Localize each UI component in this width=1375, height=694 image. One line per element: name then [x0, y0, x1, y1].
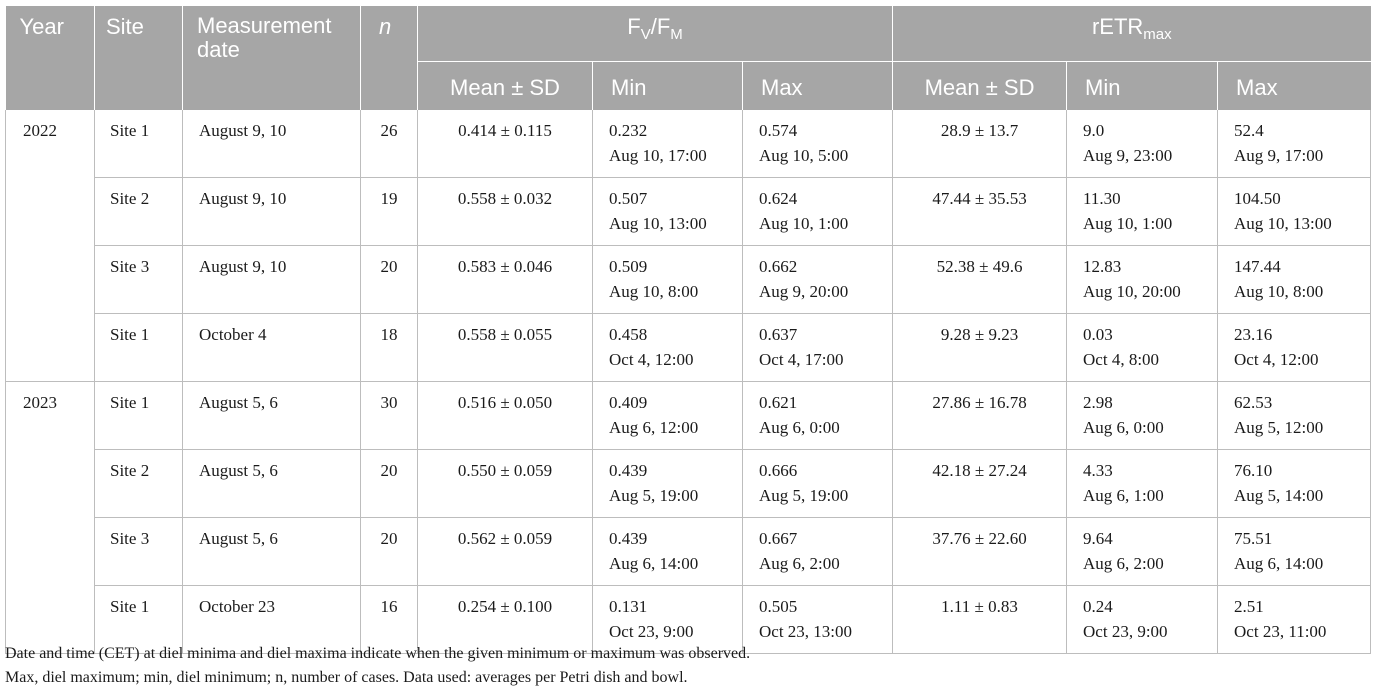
- table-row: [6, 586, 1371, 654]
- cell-site: Site 2: [95, 450, 183, 518]
- cell-n: 18: [361, 314, 418, 382]
- cell-retr-max: [1218, 382, 1371, 450]
- cell-retr-mean: 37.76 ± 22.60: [893, 518, 1067, 586]
- cell-retr-mean: 28.9 ± 13.7: [893, 110, 1067, 178]
- cell-fvfm-min: [593, 382, 743, 450]
- cell-fvfm-max-time: Aug 10, 5:00: [759, 146, 849, 165]
- cell-fvfm-min: [593, 314, 743, 382]
- cell-retr-min-time: Aug 10, 20:00: [1083, 282, 1181, 301]
- cell-retr-min: [1067, 246, 1218, 314]
- table-row: [6, 314, 1371, 382]
- cell-fvfm-max: [743, 518, 893, 586]
- cell-retr-min-value: 4.33: [1083, 461, 1113, 480]
- cell-fvfm-max: [743, 178, 893, 246]
- cell-retr-max-time: Aug 10, 13:00: [1234, 214, 1332, 233]
- cell-site: Site 3: [95, 246, 183, 314]
- cell-date: October 4: [183, 314, 361, 382]
- cell-retr-min-value: 11.30: [1083, 189, 1121, 208]
- cell-n: 20: [361, 246, 418, 314]
- cell-fvfm-min: [593, 246, 743, 314]
- cell-retr-min-time: Oct 4, 8:00: [1083, 350, 1160, 369]
- footnote-1: Date and time (CET) at diel minima and diel maxima indicate when the given minimum or maximum was observed.: [5, 645, 751, 662]
- cell-fvfm-min-time: Aug 10, 17:00: [609, 146, 707, 165]
- cell-date: August 9, 10: [183, 110, 361, 178]
- cell-retr-min-value: 2.98: [1083, 393, 1113, 412]
- cell-date: August 5, 6: [183, 382, 361, 450]
- cell-year: 2023: [6, 382, 95, 654]
- cell-retr-max-value: 62.53: [1234, 393, 1273, 412]
- cell-fvfm-min-value: 0.439: [609, 461, 648, 480]
- cell-fvfm-min-value: 0.409: [609, 393, 648, 412]
- cell-retr-min-time: Aug 6, 2:00: [1083, 554, 1164, 573]
- cell-fvfm-min-time: Aug 10, 13:00: [609, 214, 707, 233]
- cell-retr-max-time: Oct 4, 12:00: [1234, 350, 1319, 369]
- cell-fvfm-max-value: 0.621: [759, 393, 798, 412]
- cell-retr-min-value: 0.24: [1083, 597, 1113, 616]
- cell-fvfm-max: [743, 450, 893, 518]
- cell-fvfm-max-time: Aug 5, 19:00: [759, 486, 849, 505]
- cell-retr-mean: 42.18 ± 27.24: [893, 450, 1067, 518]
- cell-retr-max-value: 23.16: [1234, 325, 1273, 344]
- cell-fvfm-mean: 0.583 ± 0.046: [418, 246, 593, 314]
- cell-fvfm-min-value: 0.458: [609, 325, 648, 344]
- cell-retr-max-time: Aug 5, 14:00: [1234, 486, 1324, 505]
- cell-fvfm-min-value: 0.232: [609, 121, 648, 140]
- cell-fvfm-mean: 0.562 ± 0.059: [418, 518, 593, 586]
- cell-fvfm-max: [743, 586, 893, 654]
- cell-retr-max-time: Aug 6, 14:00: [1234, 554, 1324, 573]
- cell-retr-max: [1218, 314, 1371, 382]
- table-row: [6, 382, 1371, 450]
- cell-fvfm-min: [593, 450, 743, 518]
- cell-fvfm-min-time: Oct 4, 12:00: [609, 350, 694, 369]
- cell-retr-min: [1067, 110, 1218, 178]
- cell-fvfm-mean: 0.516 ± 0.050: [418, 382, 593, 450]
- cell-n: 20: [361, 518, 418, 586]
- header-retr-min: Min: [1067, 62, 1218, 111]
- header-retr-mean-sd: Mean ± SD: [893, 62, 1067, 111]
- cell-retr-min: [1067, 586, 1218, 654]
- table-row: [6, 178, 1371, 246]
- cell-fvfm-min-value: 0.131: [609, 597, 648, 616]
- cell-retr-max-time: Aug 10, 8:00: [1234, 282, 1324, 301]
- cell-date: August 9, 10: [183, 246, 361, 314]
- header-measurement-date: Measurement date: [183, 6, 361, 111]
- cell-retr-min-time: Aug 6, 1:00: [1083, 486, 1164, 505]
- cell-date: October 23: [183, 586, 361, 654]
- cell-retr-max: [1218, 110, 1371, 178]
- cell-fvfm-min-time: Aug 10, 8:00: [609, 282, 699, 301]
- header-retr-max: Max: [1218, 62, 1371, 111]
- cell-retr-min: [1067, 382, 1218, 450]
- cell-retr-min: [1067, 450, 1218, 518]
- cell-retr-min-value: 9.0: [1083, 121, 1105, 140]
- cell-fvfm-min-time: Oct 23, 9:00: [609, 622, 694, 641]
- cell-site: Site 1: [95, 586, 183, 654]
- cell-fvfm-min-time: Aug 5, 19:00: [609, 486, 699, 505]
- cell-fvfm-min-value: 0.507: [609, 189, 648, 208]
- cell-retr-max-time: Aug 9, 17:00: [1234, 146, 1324, 165]
- cell-retr-min-value: 0.03: [1083, 325, 1113, 344]
- cell-retr-min-value: 12.83: [1083, 257, 1122, 276]
- table-row: [6, 518, 1371, 586]
- cell-site: Site 2: [95, 178, 183, 246]
- cell-fvfm-min-value: 0.439: [609, 529, 648, 548]
- cell-fvfm-max-time: Aug 6, 2:00: [759, 554, 840, 573]
- cell-year: 2022: [6, 110, 95, 382]
- cell-fvfm-min: [593, 586, 743, 654]
- cell-date: August 5, 6: [183, 518, 361, 586]
- cell-fvfm-max: [743, 110, 893, 178]
- cell-retr-max-time: Aug 5, 12:00: [1234, 418, 1324, 437]
- cell-fvfm-min-time: Aug 6, 12:00: [609, 418, 699, 437]
- cell-retr-min: [1067, 518, 1218, 586]
- cell-retr-max: [1218, 178, 1371, 246]
- cell-retr-min-time: Aug 6, 0:00: [1083, 418, 1164, 437]
- header-fvfm-min: Min: [593, 62, 743, 111]
- cell-site: Site 1: [95, 382, 183, 450]
- table-row: [6, 110, 1371, 178]
- cell-retr-mean: 47.44 ± 35.53: [893, 178, 1067, 246]
- cell-retr-max: [1218, 518, 1371, 586]
- cell-site: Site 1: [95, 110, 183, 178]
- cell-retr-min: [1067, 314, 1218, 382]
- cell-fvfm-max: [743, 382, 893, 450]
- cell-fvfm-max-time: Aug 9, 20:00: [759, 282, 849, 301]
- cell-retr-mean: 9.28 ± 9.23: [893, 314, 1067, 382]
- cell-retr-min-time: Aug 10, 1:00: [1083, 214, 1173, 233]
- cell-date: August 5, 6: [183, 450, 361, 518]
- cell-n: 19: [361, 178, 418, 246]
- data-table: [5, 5, 1371, 654]
- cell-n: 20: [361, 450, 418, 518]
- cell-fvfm-min-value: 0.509: [609, 257, 648, 276]
- cell-fvfm-max: [743, 246, 893, 314]
- header-fvfm-max: Max: [743, 62, 893, 111]
- header-n: n: [361, 6, 418, 111]
- cell-retr-min: [1067, 178, 1218, 246]
- cell-date: August 9, 10: [183, 178, 361, 246]
- cell-fvfm-mean: 0.550 ± 0.059: [418, 450, 593, 518]
- cell-n: 16: [361, 586, 418, 654]
- cell-fvfm-mean: 0.414 ± 0.115: [418, 110, 593, 178]
- cell-fvfm-mean: 0.558 ± 0.032: [418, 178, 593, 246]
- cell-retr-max: [1218, 246, 1371, 314]
- cell-retr-max-time: Oct 23, 11:00: [1234, 622, 1327, 641]
- cell-fvfm-max-time: Aug 6, 0:00: [759, 418, 840, 437]
- cell-retr-max-value: 104.50: [1234, 189, 1281, 208]
- cell-retr-max-value: 76.10: [1234, 461, 1273, 480]
- cell-fvfm-max-value: 0.574: [759, 121, 798, 140]
- cell-fvfm-min-time: Aug 6, 14:00: [609, 554, 699, 573]
- header-retr-group: rETR$_{max}$: [893, 6, 1371, 62]
- cell-retr-max: [1218, 586, 1371, 654]
- cell-fvfm-max-value: 0.662: [759, 257, 798, 276]
- cell-n: 26: [361, 110, 418, 178]
- cell-fvfm-max-value: 0.666: [759, 461, 798, 480]
- cell-retr-mean: 1.11 ± 0.83: [893, 586, 1067, 654]
- cell-fvfm-max-value: 0.637: [759, 325, 798, 344]
- cell-n: 30: [361, 382, 418, 450]
- table-row: [6, 246, 1371, 314]
- cell-retr-max-value: 52.4: [1234, 121, 1264, 140]
- cell-fvfm-min: [593, 518, 743, 586]
- cell-site: Site 1: [95, 314, 183, 382]
- header-fvfm-mean-sd: Mean ± SD: [418, 62, 593, 111]
- cell-fvfm-mean: 0.558 ± 0.055: [418, 314, 593, 382]
- cell-retr-max-value: 2.51: [1234, 597, 1264, 616]
- footnote-2: Max, diel maximum; min, diel minimum; n, number of cases. Data used: averages per Petri dish and bowl.: [5, 669, 688, 686]
- cell-retr-max-value: 75.51: [1234, 529, 1273, 548]
- cell-fvfm-max-time: Oct 23, 13:00: [759, 622, 853, 641]
- cell-fvfm-max-value: 0.667: [759, 529, 798, 548]
- cell-fvfm-min: [593, 178, 743, 246]
- cell-fvfm-min: [593, 110, 743, 178]
- cell-retr-min-value: 9.64: [1083, 529, 1113, 548]
- header-site: Site: [95, 6, 183, 111]
- cell-retr-mean: 52.38 ± 49.6: [893, 246, 1067, 314]
- cell-fvfm-max: [743, 314, 893, 382]
- header-year: Year: [6, 6, 95, 111]
- cell-fvfm-max-value: 0.624: [759, 189, 798, 208]
- cell-fvfm-max-time: Aug 10, 1:00: [759, 214, 849, 233]
- cell-fvfm-mean: 0.254 ± 0.100: [418, 586, 593, 654]
- table-row: [6, 450, 1371, 518]
- cell-retr-min-time: Aug 9, 23:00: [1083, 146, 1173, 165]
- cell-retr-max-value: 147.44: [1234, 257, 1281, 276]
- cell-retr-mean: 27.86 ± 16.78: [893, 382, 1067, 450]
- cell-fvfm-max-value: 0.505: [759, 597, 798, 616]
- header-fvfm-group: $F_V/F_M$: [418, 6, 893, 62]
- cell-retr-min-time: Oct 23, 9:00: [1083, 622, 1168, 641]
- cell-retr-max: [1218, 450, 1371, 518]
- cell-fvfm-max-time: Oct 4, 17:00: [759, 350, 844, 369]
- cell-site: Site 3: [95, 518, 183, 586]
